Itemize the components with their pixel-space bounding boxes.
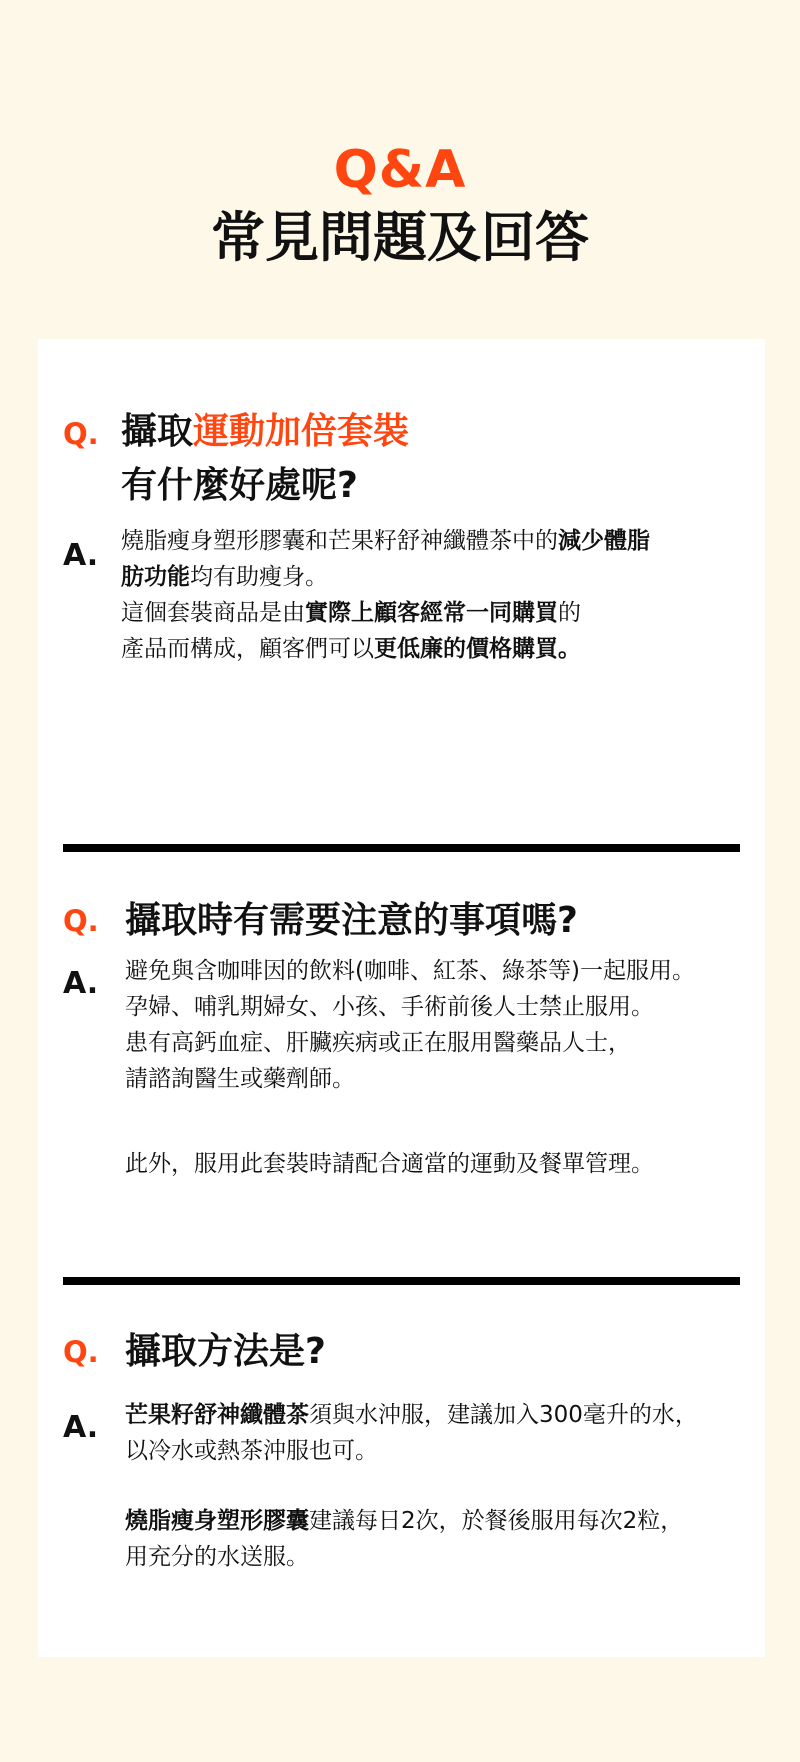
answer-line: 孕婦、哺乳期婦女、小孩、手術前後人士禁止服用。 <box>125 994 654 1020</box>
answer-line: 燒脂瘦身塑形膠囊和芒果籽舒神纖體茶中的 <box>121 528 558 554</box>
answer-text <box>121 523 741 667</box>
question-text: 攝取時有需要注意的事項嗎? <box>125 900 578 941</box>
section-divider <box>63 1277 740 1285</box>
question-text: 攝取方法是? <box>125 1331 326 1372</box>
answer-line: 均有助瘦身。 <box>190 564 328 590</box>
page-header <box>0 140 800 272</box>
answer-bold: 燒脂瘦身塑形膠囊 <box>125 1508 309 1534</box>
answer-mark: A. <box>63 1410 99 1445</box>
qa-label: Q&A <box>333 140 467 200</box>
answer-bold: 芒果籽舒神纖體茶 <box>125 1402 309 1428</box>
answer-line: 避免與含咖啡因的飲料(咖啡、紅茶、綠茶等)一起服用。 <box>125 958 695 984</box>
answer-mark: A. <box>63 966 99 1001</box>
answer-line: 產品而構成，顧客們可以 <box>121 636 374 662</box>
section-divider <box>63 844 740 852</box>
answer-line: 患有高鈣血症、肝臟疾病或正在服用醫藥品人士， <box>125 1030 631 1056</box>
answer-spacer <box>125 1469 745 1503</box>
faq-card <box>38 339 765 1657</box>
question-mark: Q. <box>63 417 99 451</box>
answer-note <box>125 1146 745 1182</box>
question-highlight: 運動加倍套裝 <box>193 411 410 452</box>
answer-line: 此外，服用此套裝時請配合適當的運動及餐單管理。 <box>125 1151 654 1177</box>
question-mark: Q. <box>63 1335 99 1369</box>
answer-line: 須與水沖服，建議加入300毫升的水， <box>309 1402 698 1428</box>
answer-line: 請諮詢醫生或藥劑師。 <box>125 1066 355 1092</box>
answer-mark: A. <box>63 538 99 573</box>
answer-bold: 肪功能 <box>121 564 190 590</box>
answer-line: 用充分的水送服。 <box>125 1544 309 1570</box>
question-text-line2: 有什麼好處呢? <box>121 465 358 506</box>
answer-bold: 實際上顧客經常一同購買 <box>305 600 558 626</box>
answer-line: 以冷水或熱茶沖服也可。 <box>125 1438 378 1464</box>
question-mark: Q. <box>63 904 99 938</box>
answer-text <box>125 1397 745 1575</box>
answer-bold: 減少體脂 <box>558 528 650 554</box>
answer-bold: 更低廉的價格購買。 <box>374 636 581 662</box>
answer-line: 建議每日2次，於餐後服用每次2粒， <box>309 1508 684 1534</box>
question-text-prefix: 攝取 <box>121 411 194 452</box>
page-title: 常見問題及回答 <box>211 206 589 269</box>
answer-line: 這個套裝商品是由 <box>121 600 305 626</box>
answer-text <box>125 953 745 1097</box>
question-text <box>121 405 409 513</box>
answer-line: 的 <box>558 600 581 626</box>
